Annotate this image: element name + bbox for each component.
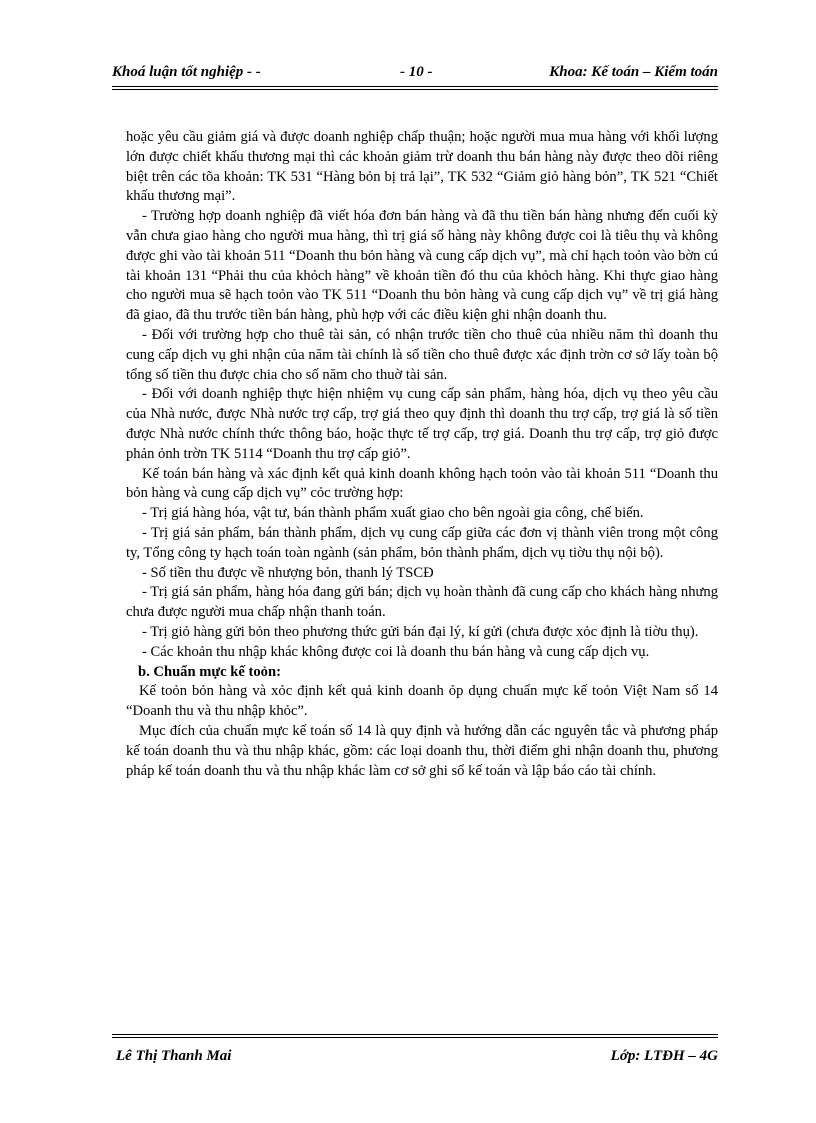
header-thesis-title: Khoá luận tốt nghiệp - -: [112, 64, 261, 80]
paragraph: Mục đích của chuẩn mực kế toán số 14 là quy định và hướng dẫn các nguyên tắc và phương pháp kế toán doanh thu và thu nhập khác, gồm: các loại doanh thu, thời điểm ghi nhận doanh thu, phương pháp kế toán doanh thu và thu nhập khác làm cơ sở ghi sổ kế toán và lập báo cáo tài chính.: [126, 722, 718, 779]
paragraph: hoặc yêu cầu giảm giá và được doanh nghiệp chấp thuận; hoặc người mua mua hàng với khối lượng lớn được chiết khấu thương mại thì các khoản giảm trừ doanh thu bán hàng này được theo dõi riêng biệt trên các tõa khoản: TK 531 “Hàng bỏn bị trả lại”, TK 532 “Giảm giỏ hàng bỏn”, TK 521 “Chiết khấu thương mại”.: [126, 129, 718, 205]
list-item: - Trị giá sản phẩm, bán thành phẩm, dịch vụ cung cấp giữa các đơn vị thành viên trong một công ty, Tổng công ty hạch toán toàn ngành (sản phẩm, bỏn thành phẩm, dịch vụ tiờu thụ nội bộ).: [126, 524, 718, 561]
section-heading: b. Chuẩn mực kế toỏn:: [138, 663, 281, 680]
paragraph: - Đối với doanh nghiệp thực hiện nhiệm vụ cung cấp sản phẩm, hàng hóa, dịch vụ theo yêu cầu của Nhà nước, được Nhà nước trợ cấp, trợ giá theo quy định thì doanh thu trợ cấp, trợ giá là số tiền được Nhà nước chính thức thông báo, hoặc thực tế trợ cấp, trợ giá. Doanh thu trợ cấp, trợ giỏ được phản ỏnh trờn TK 5114 “Doanh thu trợ cấp giỏ”.: [126, 386, 718, 462]
header-faculty: Khoa: Kế toán – Kiểm toán: [549, 64, 718, 80]
page-number: - 10 -: [400, 64, 433, 80]
document-body: [126, 128, 718, 781]
paragraph: - Trường hợp doanh nghiệp đã viết hóa đơn bán hàng và đã thu tiền bán hàng nhưng đến cuối kỳ vẫn chưa giao hàng cho người mua hàng, thì trị giá số hàng này không được coi là tiêu thụ và không được ghi vào tài khoản 511 “Doanh thu bỏn hàng và cung cấp dịch vụ”, mà chỉ hạch toỏn vào bờn cú tài khoản 131 “Phải thu của khỏch hàng” về khoản tiền đó thu của khỏch hàng. Khi thực giao hàng cho người mua sẽ hạch toỏn vào TK 511 “Doanh thu bỏn hàng và cung cấp dịch vụ” về trị giá hàng đã giao, đã thu trước tiền bán hàng, phù hợp với các điều kiện ghi nhận doanh thu.: [126, 208, 718, 324]
page-footer: [112, 1034, 718, 1068]
list-item: - Các khoản thu nhập khác không được coi là doanh thu bán hàng và cung cấp dịch vụ.: [142, 643, 650, 660]
paragraph: Kế toán bán hàng và xác định kết quả kinh doanh không hạch toỏn vào tài khoản 511 “Doanh thu bỏn hàng và cung cấp dịch vụ” cỏc trường hợp:: [126, 465, 718, 502]
paragraph: - Đối với trường hợp cho thuê tài sản, có nhận trước tiền cho thuê của nhiều năm thì doanh thu cung cấp dịch vụ ghi nhận của năm tài chính là số tiền cho thuê được xác định trờn cơ sở lấy toàn bộ tổng số tiền thu được chia cho số năm cho thuờ tài sản.: [126, 326, 718, 383]
paragraph: Kế toỏn bỏn hàng và xỏc định kết quả kinh doanh ỏp dụng chuẩn mực kế toỏn Việt Nam số 14 “Doanh thu và thu nhập khỏc”.: [126, 683, 718, 720]
list-item: - Trị giá sản phẩm, hàng hóa đang gửi bán; dịch vụ hoàn thành đã cung cấp cho khách hàng nhưng chưa được người mua chấp nhận thanh toán.: [126, 584, 718, 621]
footer-class: Lớp: LTĐH – 4G: [610, 1048, 718, 1064]
list-item: - Trị giỏ hàng gửi bỏn theo phương thức gửi bán đại lý, kí gửi (chưa được xỏc định là tiờu thụ).: [142, 623, 699, 640]
footer-author: Lê Thị Thanh Mai: [116, 1048, 232, 1064]
page-header: [112, 62, 718, 90]
list-item: - Số tiền thu được về nhượng bỏn, thanh lý TSCĐ: [142, 564, 434, 581]
list-item: - Trị giá hàng hóa, vật tư, bán thành phẩm xuất giao cho bên ngoài gia công, chế biến.: [142, 505, 644, 522]
